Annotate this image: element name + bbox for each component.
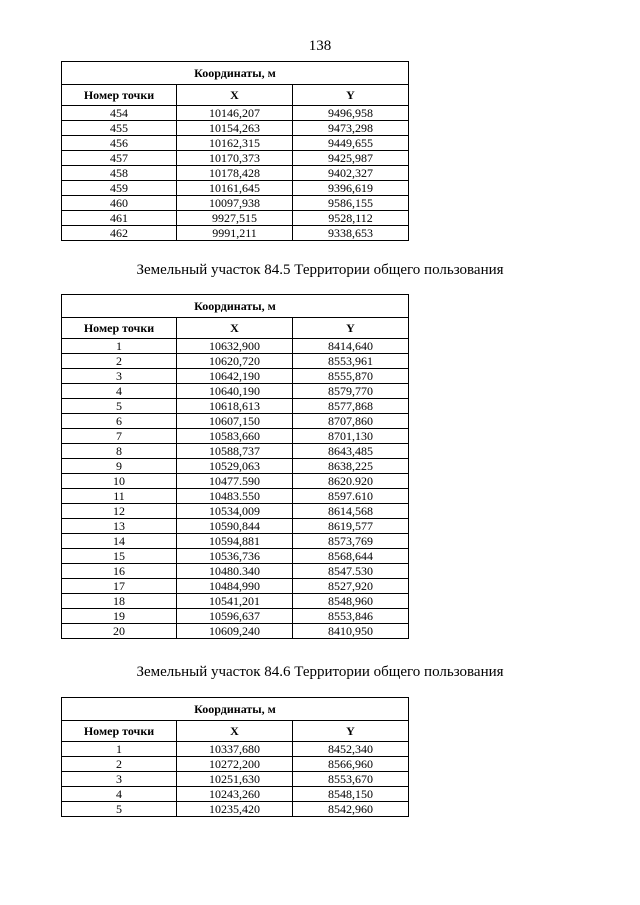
cell-y: 8573,769 xyxy=(293,534,409,549)
cell-y: 8643,485 xyxy=(293,444,409,459)
cell-point-number: 15 xyxy=(62,549,177,564)
table-row xyxy=(62,564,409,579)
cell-y: 8701,130 xyxy=(293,429,409,444)
table-row xyxy=(62,339,409,354)
cell-point-number: 17 xyxy=(62,579,177,594)
cell-x: 10483.550 xyxy=(177,489,293,504)
header-x: X xyxy=(177,318,293,339)
cell-y: 8553,846 xyxy=(293,609,409,624)
cell-y: 8566,960 xyxy=(293,757,409,772)
table-row xyxy=(62,549,409,564)
table-row xyxy=(62,151,409,166)
table-row xyxy=(62,757,409,772)
table-row xyxy=(62,354,409,369)
cell-y: 9586,155 xyxy=(293,196,409,211)
cell-point-number: 3 xyxy=(62,369,177,384)
table-row xyxy=(62,772,409,787)
cell-y: 8527,920 xyxy=(293,579,409,594)
table-row xyxy=(62,489,409,504)
cell-y: 8638,225 xyxy=(293,459,409,474)
table-row xyxy=(62,399,409,414)
cell-point-number: 456 xyxy=(62,136,177,151)
cell-point-number: 1 xyxy=(62,339,177,354)
coordinates-table-84-6 xyxy=(61,697,409,817)
cell-x: 10146,207 xyxy=(177,106,293,121)
cell-point-number: 16 xyxy=(62,564,177,579)
table-row xyxy=(62,211,409,226)
cell-point-number: 18 xyxy=(62,594,177,609)
cell-y: 9402,327 xyxy=(293,166,409,181)
cell-x: 10251,630 xyxy=(177,772,293,787)
table-row xyxy=(62,459,409,474)
cell-point-number: 454 xyxy=(62,106,177,121)
cell-x: 10642,190 xyxy=(177,369,293,384)
cell-point-number: 5 xyxy=(62,802,177,817)
table-row xyxy=(62,106,409,121)
cell-point-number: 460 xyxy=(62,196,177,211)
cell-x: 10640,190 xyxy=(177,384,293,399)
table-row xyxy=(62,787,409,802)
cell-point-number: 7 xyxy=(62,429,177,444)
table-row xyxy=(62,414,409,429)
table-row xyxy=(62,742,409,757)
cell-x: 10170,373 xyxy=(177,151,293,166)
cell-x: 10596,637 xyxy=(177,609,293,624)
group-header: Координаты, м xyxy=(62,698,409,721)
cell-point-number: 461 xyxy=(62,211,177,226)
cell-x: 10097,938 xyxy=(177,196,293,211)
cell-x: 10588,737 xyxy=(177,444,293,459)
cell-x: 10618,613 xyxy=(177,399,293,414)
cell-point-number: 4 xyxy=(62,384,177,399)
cell-point-number: 14 xyxy=(62,534,177,549)
cell-y: 8414,640 xyxy=(293,339,409,354)
cell-y: 8597.610 xyxy=(293,489,409,504)
cell-point-number: 3 xyxy=(62,772,177,787)
cell-x: 10243,260 xyxy=(177,787,293,802)
cell-point-number: 20 xyxy=(62,624,177,639)
cell-y: 8410,950 xyxy=(293,624,409,639)
cell-x: 10272,200 xyxy=(177,757,293,772)
cell-x: 9991,211 xyxy=(177,226,293,241)
cell-x: 9927,515 xyxy=(177,211,293,226)
table-row xyxy=(62,369,409,384)
cell-x: 10534,009 xyxy=(177,504,293,519)
cell-point-number: 459 xyxy=(62,181,177,196)
cell-point-number: 4 xyxy=(62,787,177,802)
cell-y: 8548,960 xyxy=(293,594,409,609)
cell-x: 10154,263 xyxy=(177,121,293,136)
cell-y: 8548,150 xyxy=(293,787,409,802)
cell-x: 10590,844 xyxy=(177,519,293,534)
cell-y: 8579,770 xyxy=(293,384,409,399)
cell-point-number: 6 xyxy=(62,414,177,429)
cell-y: 8553,670 xyxy=(293,772,409,787)
table-row xyxy=(62,534,409,549)
cell-y: 8707,860 xyxy=(293,414,409,429)
section-title-84-5: Земельный участок 84.5 Территории общего пользования xyxy=(136,262,504,278)
table-row xyxy=(62,504,409,519)
cell-y: 9425,987 xyxy=(293,151,409,166)
cell-x: 10235,420 xyxy=(177,802,293,817)
cell-y: 9473,298 xyxy=(293,121,409,136)
header-y: Y xyxy=(293,721,409,742)
cell-point-number: 1 xyxy=(62,742,177,757)
table-row xyxy=(62,136,409,151)
cell-y: 8555,870 xyxy=(293,369,409,384)
cell-point-number: 11 xyxy=(62,489,177,504)
table-row xyxy=(62,579,409,594)
cell-x: 10529,063 xyxy=(177,459,293,474)
cell-y: 9496,958 xyxy=(293,106,409,121)
table-row xyxy=(62,429,409,444)
header-point-number: Номер точки xyxy=(62,318,177,339)
section-title-84-6: Земельный участок 84.6 Территории общего пользования xyxy=(136,664,504,680)
cell-y: 8553,961 xyxy=(293,354,409,369)
cell-x: 10178,428 xyxy=(177,166,293,181)
header-y: Y xyxy=(293,318,409,339)
cell-x: 10477.590 xyxy=(177,474,293,489)
cell-x: 10583,660 xyxy=(177,429,293,444)
cell-x: 10632,900 xyxy=(177,339,293,354)
header-x: X xyxy=(177,721,293,742)
cell-x: 10161,645 xyxy=(177,181,293,196)
group-header: Координаты, м xyxy=(62,62,409,85)
header-point-number: Номер точки xyxy=(62,721,177,742)
cell-x: 10536,736 xyxy=(177,549,293,564)
table-row xyxy=(62,181,409,196)
table-row xyxy=(62,121,409,136)
cell-x: 10594,881 xyxy=(177,534,293,549)
cell-x: 10162,315 xyxy=(177,136,293,151)
table-row xyxy=(62,444,409,459)
cell-x: 10337,680 xyxy=(177,742,293,757)
cell-point-number: 9 xyxy=(62,459,177,474)
table-row xyxy=(62,519,409,534)
table-row xyxy=(62,226,409,241)
cell-y: 8568,644 xyxy=(293,549,409,564)
cell-x: 10620,720 xyxy=(177,354,293,369)
cell-y: 9528,112 xyxy=(293,211,409,226)
table-row xyxy=(62,624,409,639)
cell-point-number: 19 xyxy=(62,609,177,624)
header-y: Y xyxy=(293,85,409,106)
table-row xyxy=(62,474,409,489)
cell-x: 10607,150 xyxy=(177,414,293,429)
cell-y: 8452,340 xyxy=(293,742,409,757)
coordinates-table-1 xyxy=(61,61,409,241)
cell-point-number: 12 xyxy=(62,504,177,519)
cell-y: 9396,619 xyxy=(293,181,409,196)
cell-point-number: 455 xyxy=(62,121,177,136)
cell-x: 10609,240 xyxy=(177,624,293,639)
cell-y: 8577,868 xyxy=(293,399,409,414)
cell-y: 8619,577 xyxy=(293,519,409,534)
cell-y: 9449,655 xyxy=(293,136,409,151)
cell-point-number: 5 xyxy=(62,399,177,414)
table-row xyxy=(62,384,409,399)
cell-y: 8542,960 xyxy=(293,802,409,817)
cell-point-number: 10 xyxy=(62,474,177,489)
cell-point-number: 8 xyxy=(62,444,177,459)
cell-x: 10480.340 xyxy=(177,564,293,579)
header-point-number: Номер точки xyxy=(62,85,177,106)
header-x: X xyxy=(177,85,293,106)
group-header: Координаты, м xyxy=(62,295,409,318)
cell-y: 8547.530 xyxy=(293,564,409,579)
coordinates-table-84-5 xyxy=(61,294,409,639)
cell-point-number: 462 xyxy=(62,226,177,241)
table-row xyxy=(62,196,409,211)
cell-y: 9338,653 xyxy=(293,226,409,241)
page-number: 138 xyxy=(308,38,332,54)
cell-point-number: 457 xyxy=(62,151,177,166)
cell-x: 10541,201 xyxy=(177,594,293,609)
cell-x: 10484,990 xyxy=(177,579,293,594)
cell-point-number: 13 xyxy=(62,519,177,534)
table-row xyxy=(62,609,409,624)
cell-y: 8620.920 xyxy=(293,474,409,489)
table-row xyxy=(62,166,409,181)
table-row xyxy=(62,594,409,609)
cell-point-number: 458 xyxy=(62,166,177,181)
cell-point-number: 2 xyxy=(62,354,177,369)
cell-y: 8614,568 xyxy=(293,504,409,519)
cell-point-number: 2 xyxy=(62,757,177,772)
table-row xyxy=(62,802,409,817)
